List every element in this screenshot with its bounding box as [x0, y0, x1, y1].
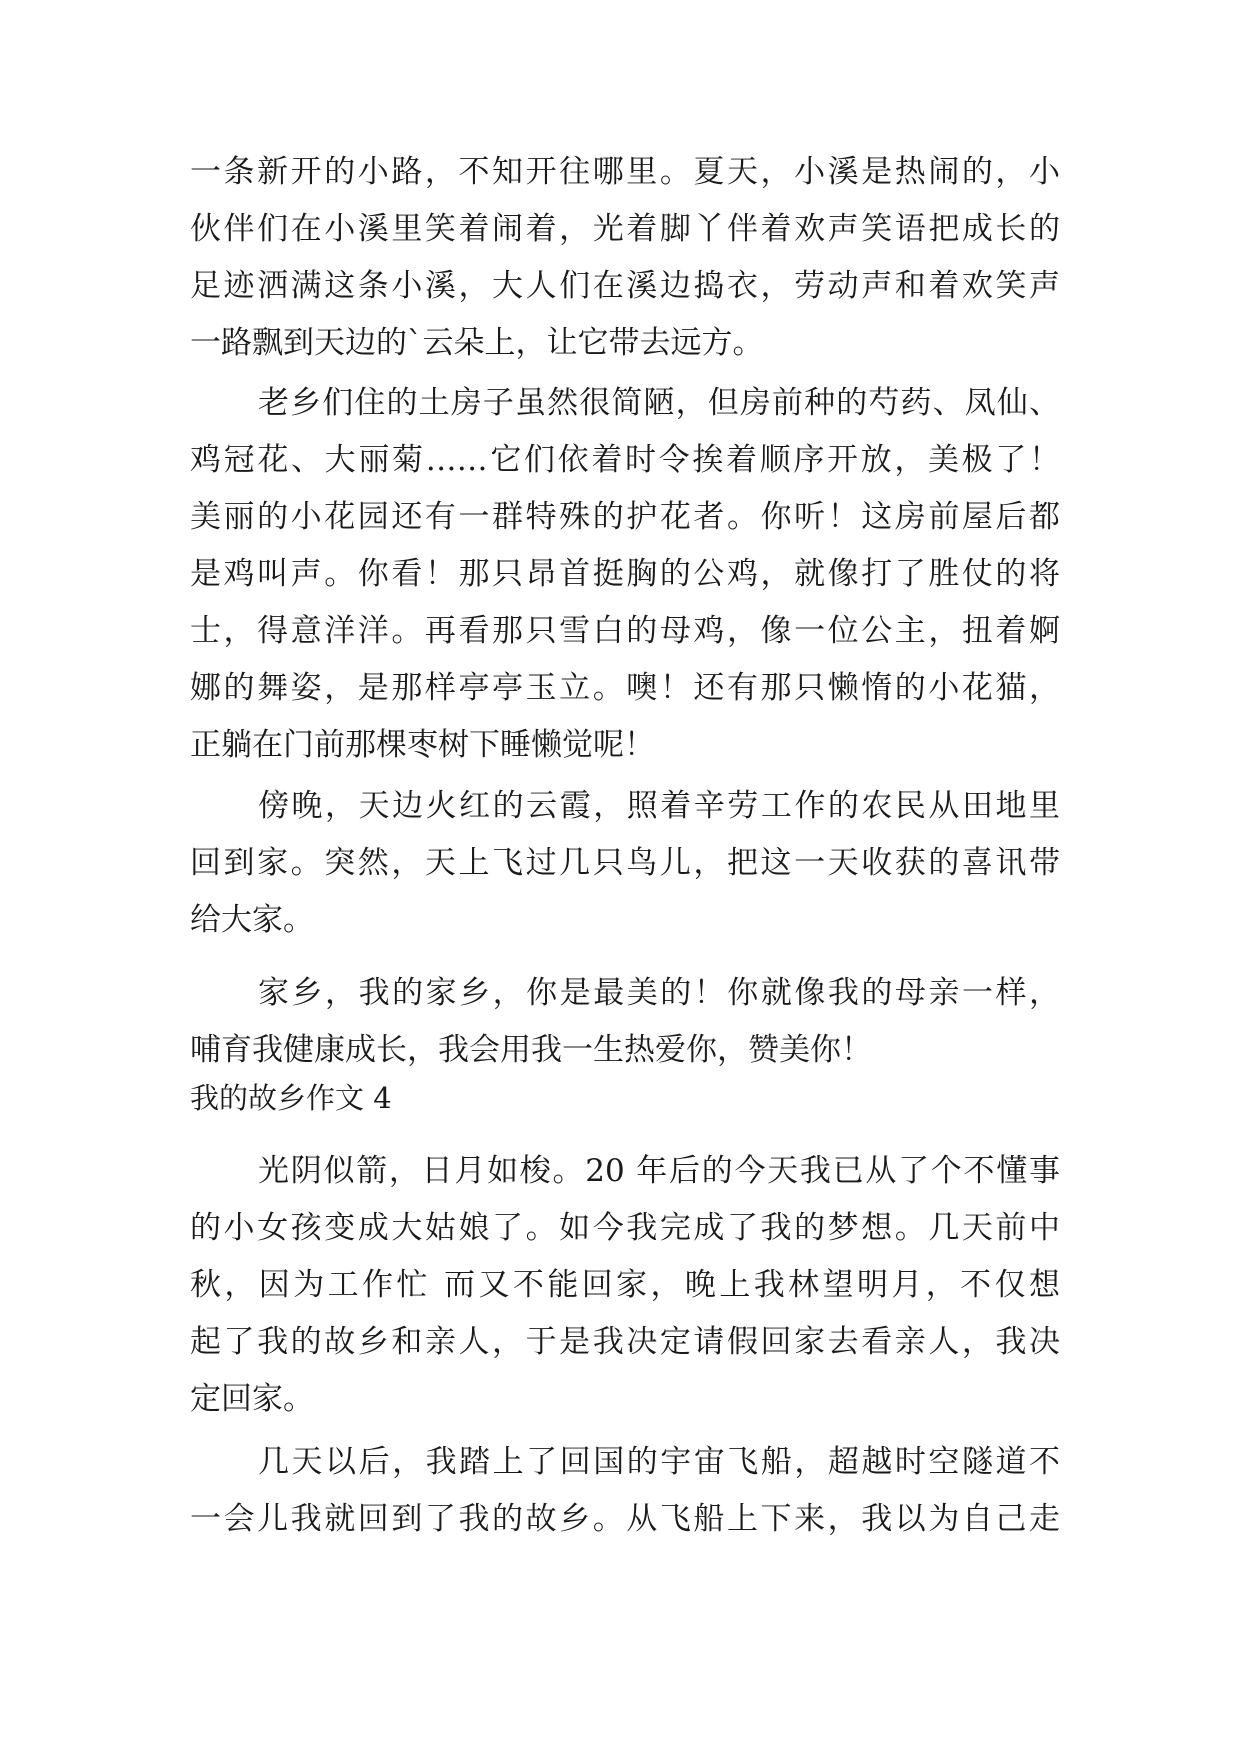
text-line: 起了我的故乡和亲人，于是我决定请假回家去看亲人，我决: [190, 1324, 1060, 1360]
section-heading: 我的故乡作文 4: [190, 1081, 392, 1115]
text-line: 美丽的小花园还有一群特殊的护花者。你听！这房前屋后都: [190, 499, 1060, 535]
text-line: 是鸡叫声。你看！那只昂首挺胸的公鸡，就像打了胜仗的将: [190, 556, 1060, 592]
text-line: 足迹洒满这条小溪，大人们在溪边捣衣，劳动声和着欢笑声: [190, 268, 1060, 304]
text-line: 士，得意洋洋。再看那只雪白的母鸡，像一位公主，扭着婀: [190, 613, 1060, 649]
text-line: 家乡，我的家乡，你是最美的！你就像我的母亲一样，: [258, 975, 1060, 1011]
text-line: 哺育我健康成长，我会用我一生热爱你，赞美你！: [190, 1032, 872, 1068]
text-line: 鸡冠花、大丽菊……它们依着时令挨着顺序开放，美极了！: [190, 442, 1060, 478]
text-line: 回到家。突然，天上飞过几只鸟儿，把这一天收获的喜讯带: [190, 845, 1060, 881]
text-line: 伙伴们在小溪里笑着闹着，光着脚丫伴着欢声笑语把成长的: [190, 211, 1060, 247]
text-line: 给大家。: [190, 902, 314, 938]
text-line: 光阴似箭，日月如梭。20 年后的今天我已从了个不懂事: [258, 1153, 1060, 1189]
text-line: 一条新开的小路，不知开往哪里。夏天，小溪是热闹的，小: [190, 154, 1060, 190]
text-line: 老乡们住的土房子虽然很简陋，但房前种的芍药、凤仙、: [258, 385, 1060, 421]
text-line: 傍晚，天边火红的云霞，照着辛劳工作的农民从田地里: [258, 788, 1060, 824]
text-line: 一会儿我就回到了我的故乡。从飞船上下来，我以为自己走: [190, 1501, 1060, 1537]
text-line: 娜的舞姿，是那样亭亭玉立。噢！还有那只懒惰的小花猫，: [190, 670, 1060, 706]
text-line: 的小女孩变成大姑娘了。如今我完成了我的梦想。几天前中: [190, 1210, 1060, 1246]
text-line: 秋，因为工作忙 而又不能回家，晚上我林望明月，不仅想: [190, 1267, 1060, 1303]
text-line: 定回家。: [190, 1381, 314, 1417]
text-line: 一路飘到天边的`云朵上，让它带去远方。: [190, 325, 764, 361]
text-line: 几天以后，我踏上了回国的宇宙飞船，超越时空隧道不: [258, 1444, 1060, 1480]
text-line: 正躺在门前那棵枣树下睡懒觉呢！: [190, 727, 655, 763]
